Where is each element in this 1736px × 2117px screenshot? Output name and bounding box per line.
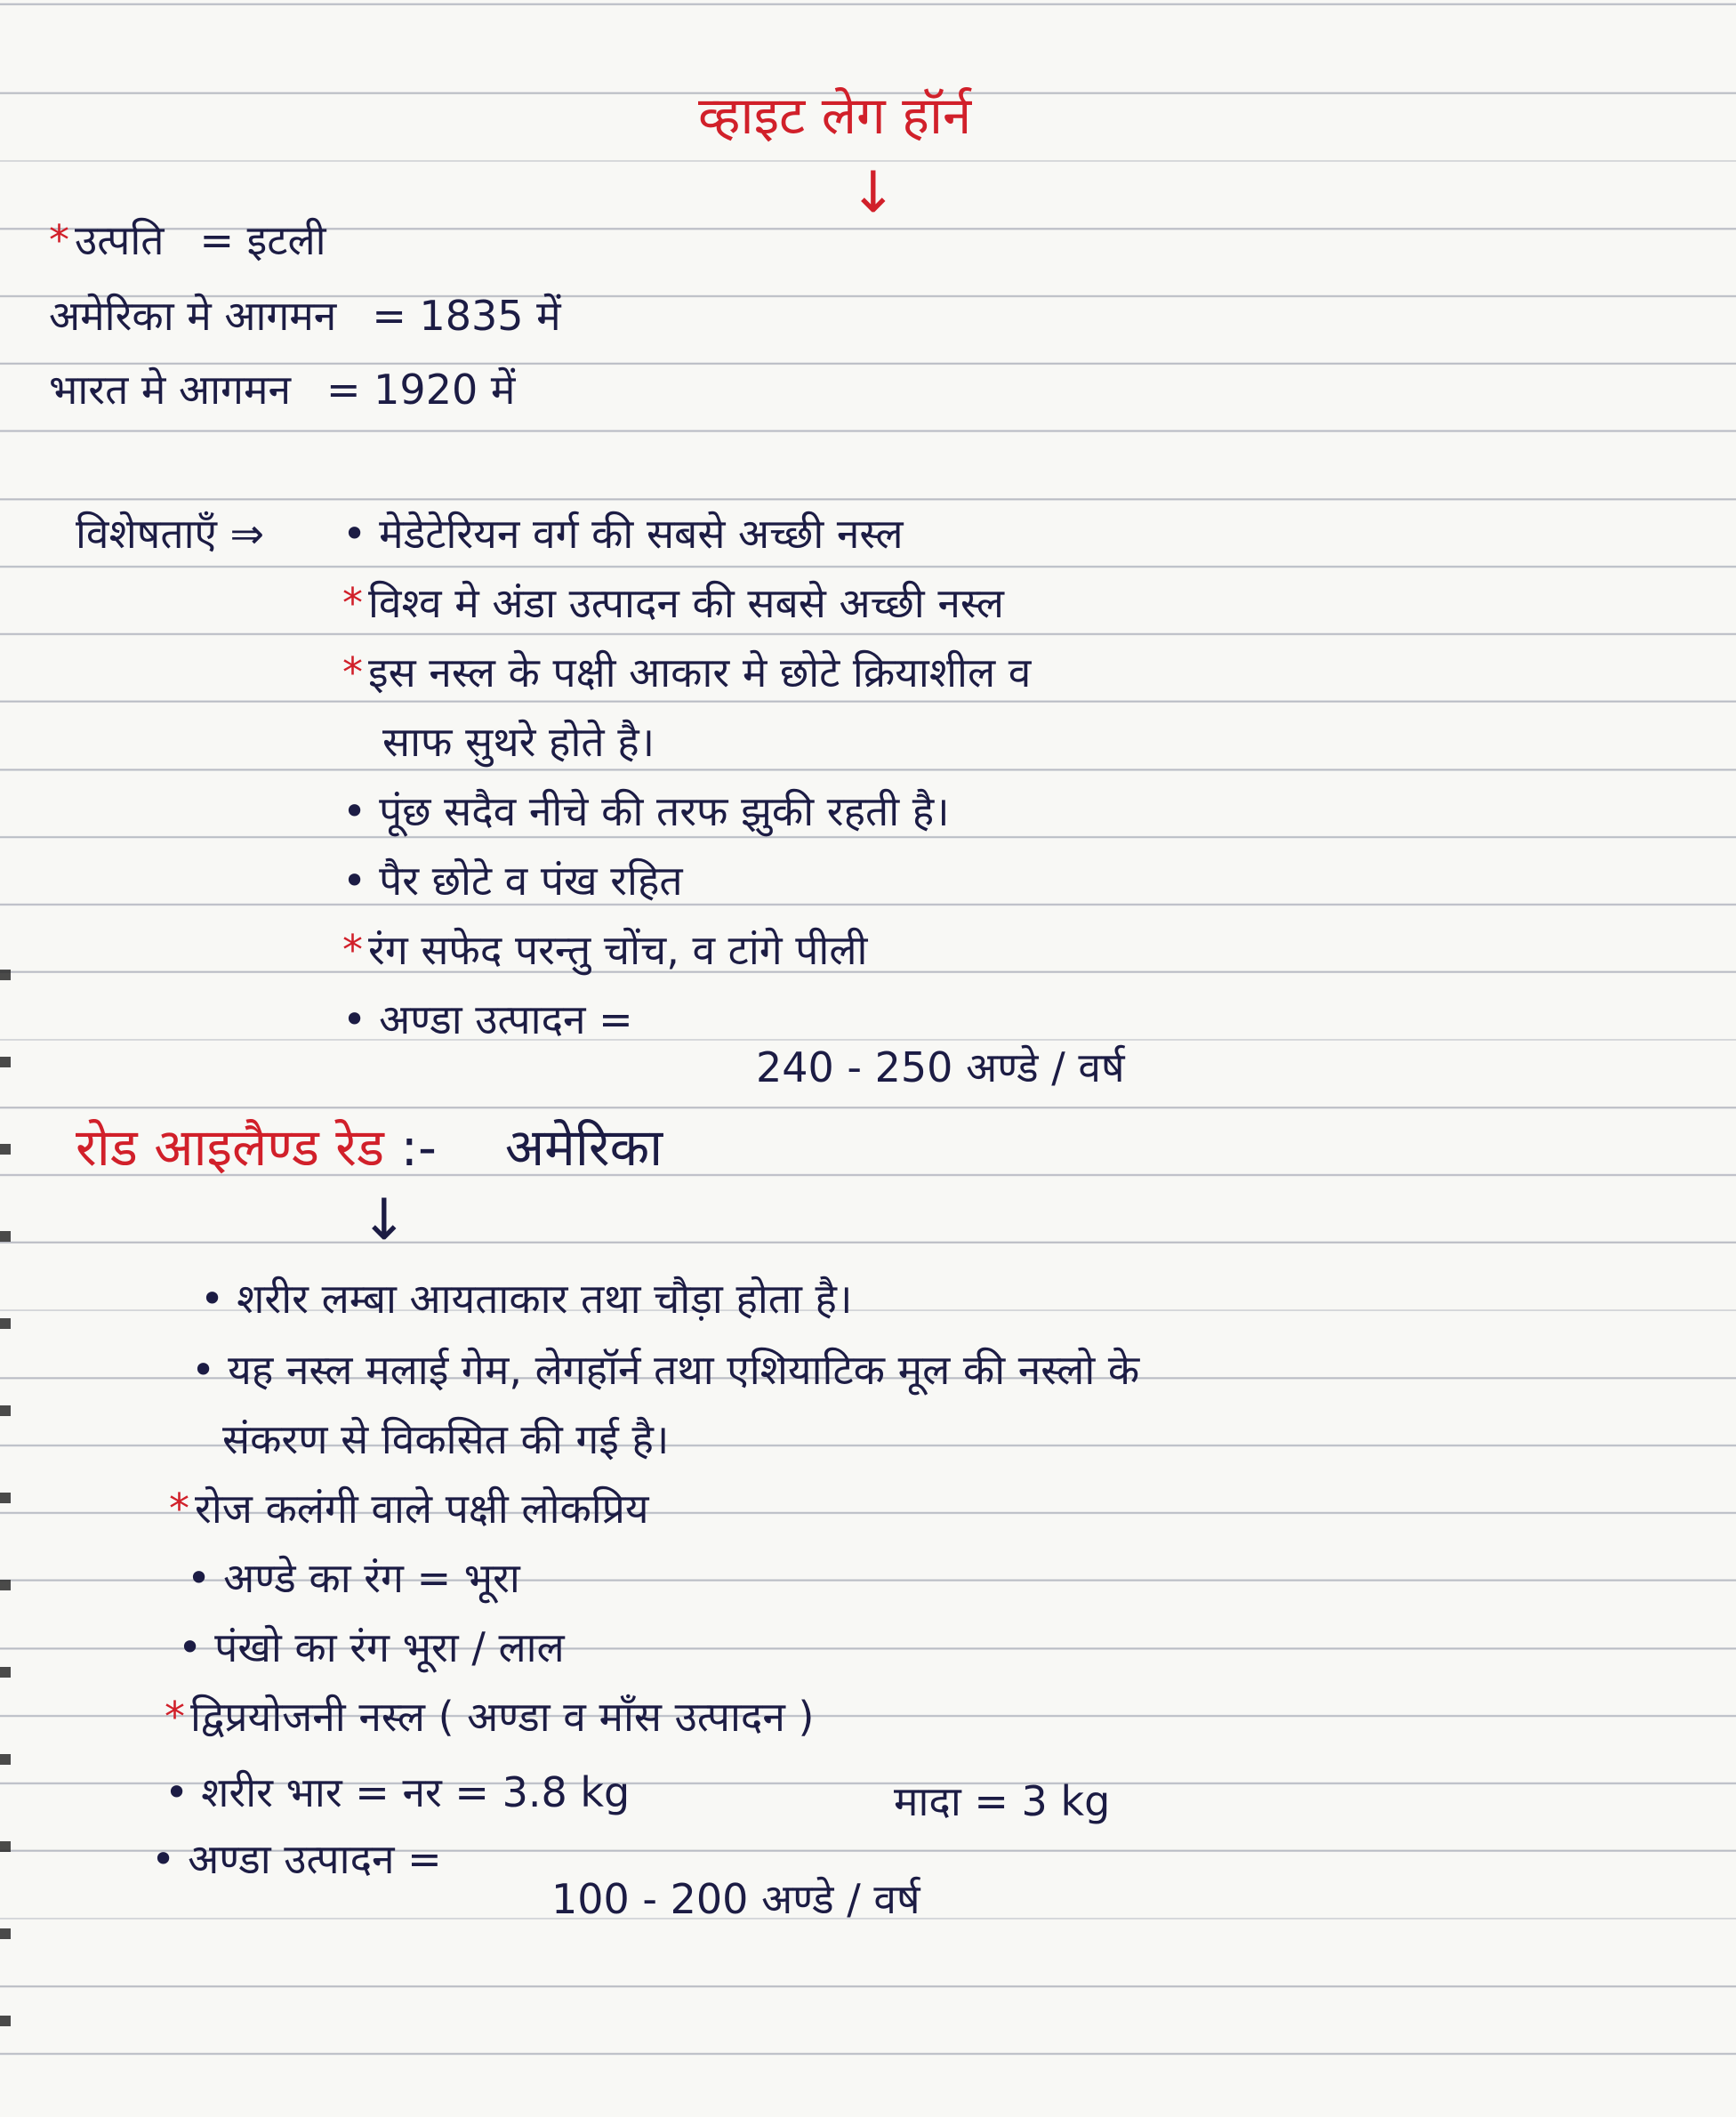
bullet-marker: • xyxy=(342,787,367,835)
feature-item xyxy=(342,507,904,560)
point-item xyxy=(222,1413,669,1466)
egg-line xyxy=(151,1832,442,1886)
bullet-marker: • xyxy=(165,1768,189,1816)
feature-item xyxy=(342,923,867,977)
point-item xyxy=(169,1482,649,1535)
section2-title: रोड आइलैण्ड रेड xyxy=(76,1117,385,1178)
star-icon: * xyxy=(342,579,363,627)
egg-production-value: 240 - 250 अण्डे / वर्ष xyxy=(756,1043,1125,1091)
feature-text: रंग सफेद परन्तु चोंच, व टांगे पीली xyxy=(368,926,868,974)
bullet-marker: • xyxy=(342,857,367,905)
star-icon: * xyxy=(169,1485,189,1533)
section2-title-line xyxy=(76,1116,663,1179)
point-text: संकरण से विकसित की गई है। xyxy=(222,1415,670,1463)
point-text: द्विप्रयोजनी नस्ल ( अण्डा व माँस उत्पादन ) xyxy=(190,1693,815,1741)
bullet-marker: • xyxy=(178,1623,203,1671)
bullet-marker: • xyxy=(342,510,367,558)
point-text: शरीर लम्बा आयताकार तथा चौड़ा होता है। xyxy=(237,1275,853,1323)
feature-item xyxy=(342,646,1031,699)
feature-item xyxy=(342,785,950,838)
bullet-marker: • xyxy=(187,1554,212,1602)
bullet-marker: • xyxy=(342,995,367,1043)
section2-arrow-icon: ↓ xyxy=(360,1187,408,1253)
feature-text: मेडेटेरियन वर्ग की सबसे अच्छी नस्ल xyxy=(379,510,904,558)
section1-title: व्हाइट लेग हॉर्न xyxy=(698,85,972,146)
feature-item xyxy=(342,854,683,907)
india-arrival-line xyxy=(49,363,515,416)
star-icon: * xyxy=(342,926,363,974)
section2-origin: अमेरिका xyxy=(504,1117,663,1178)
point-item xyxy=(191,1343,1139,1397)
point-item xyxy=(187,1551,520,1605)
bullet-marker: • xyxy=(151,1835,176,1883)
origin-value: = इटली xyxy=(199,216,326,264)
feature-text: विश्व मे अंडा उत्पादन की सबसे अच्छी नस्ल xyxy=(368,579,1004,627)
india-label: भारत मे आगमन xyxy=(49,366,291,414)
features-label: विशेषताएँ ⇒ xyxy=(76,510,265,558)
point-text: पंखो का रंग भूरा / लाल xyxy=(214,1623,565,1671)
section2-title-suffix: :- xyxy=(400,1117,437,1178)
feature-text: अण्डा उत्पादन = xyxy=(379,995,633,1043)
america-label: अमेरिका मे आगमन xyxy=(49,292,337,340)
bullet-marker: • xyxy=(200,1275,225,1323)
section1-arrow-icon: ↓ xyxy=(849,160,897,226)
bullet-marker: • xyxy=(191,1346,216,1394)
feature-item xyxy=(342,576,1004,630)
egg-label: अण्डा उत्पादन = xyxy=(188,1835,442,1883)
origin-label: उत्पति xyxy=(75,216,165,264)
feature-text: पूंछ सदैव नीचे की तरफ झुकी रहती है। xyxy=(379,787,950,835)
star-icon: * xyxy=(342,648,363,696)
point-text: यह नस्ल मलाई गेम, लेगहॉर्न तथा एशियाटिक मूल की नस्लो के xyxy=(228,1346,1140,1394)
point-item xyxy=(165,1690,814,1743)
star-icon: * xyxy=(49,216,69,264)
weight-male: शरीर भार = नर = 3.8 kg xyxy=(201,1768,631,1816)
point-item xyxy=(178,1621,565,1674)
america-value: = 1835 में xyxy=(372,292,561,340)
star-icon: * xyxy=(165,1693,185,1741)
feature-text: साफ सुथरे होते है। xyxy=(382,718,655,766)
origin-line xyxy=(49,213,326,267)
weight-line xyxy=(165,1766,630,1819)
america-arrival-line xyxy=(49,289,561,342)
feature-text: इस नस्ल के पक्षी आकार मे छोटे क्रियाशील व xyxy=(368,648,1032,696)
feature-text: पैर छोटे व पंख रहित xyxy=(379,857,683,905)
point-text: अण्डे का रंग = भूरा xyxy=(223,1554,520,1602)
point-text: रोज कलंगी वाले पक्षी लोकप्रिय xyxy=(195,1485,649,1533)
point-item xyxy=(200,1272,852,1325)
india-value: = 1920 में xyxy=(326,366,516,414)
feature-item xyxy=(382,715,655,769)
weight-female: मादा = 3 kg xyxy=(894,1777,1111,1825)
egg-production-value: 100 - 200 अण्डे / वर्ष xyxy=(551,1875,920,1923)
feature-item xyxy=(342,993,633,1046)
spiral-binding-holes xyxy=(0,934,11,2090)
